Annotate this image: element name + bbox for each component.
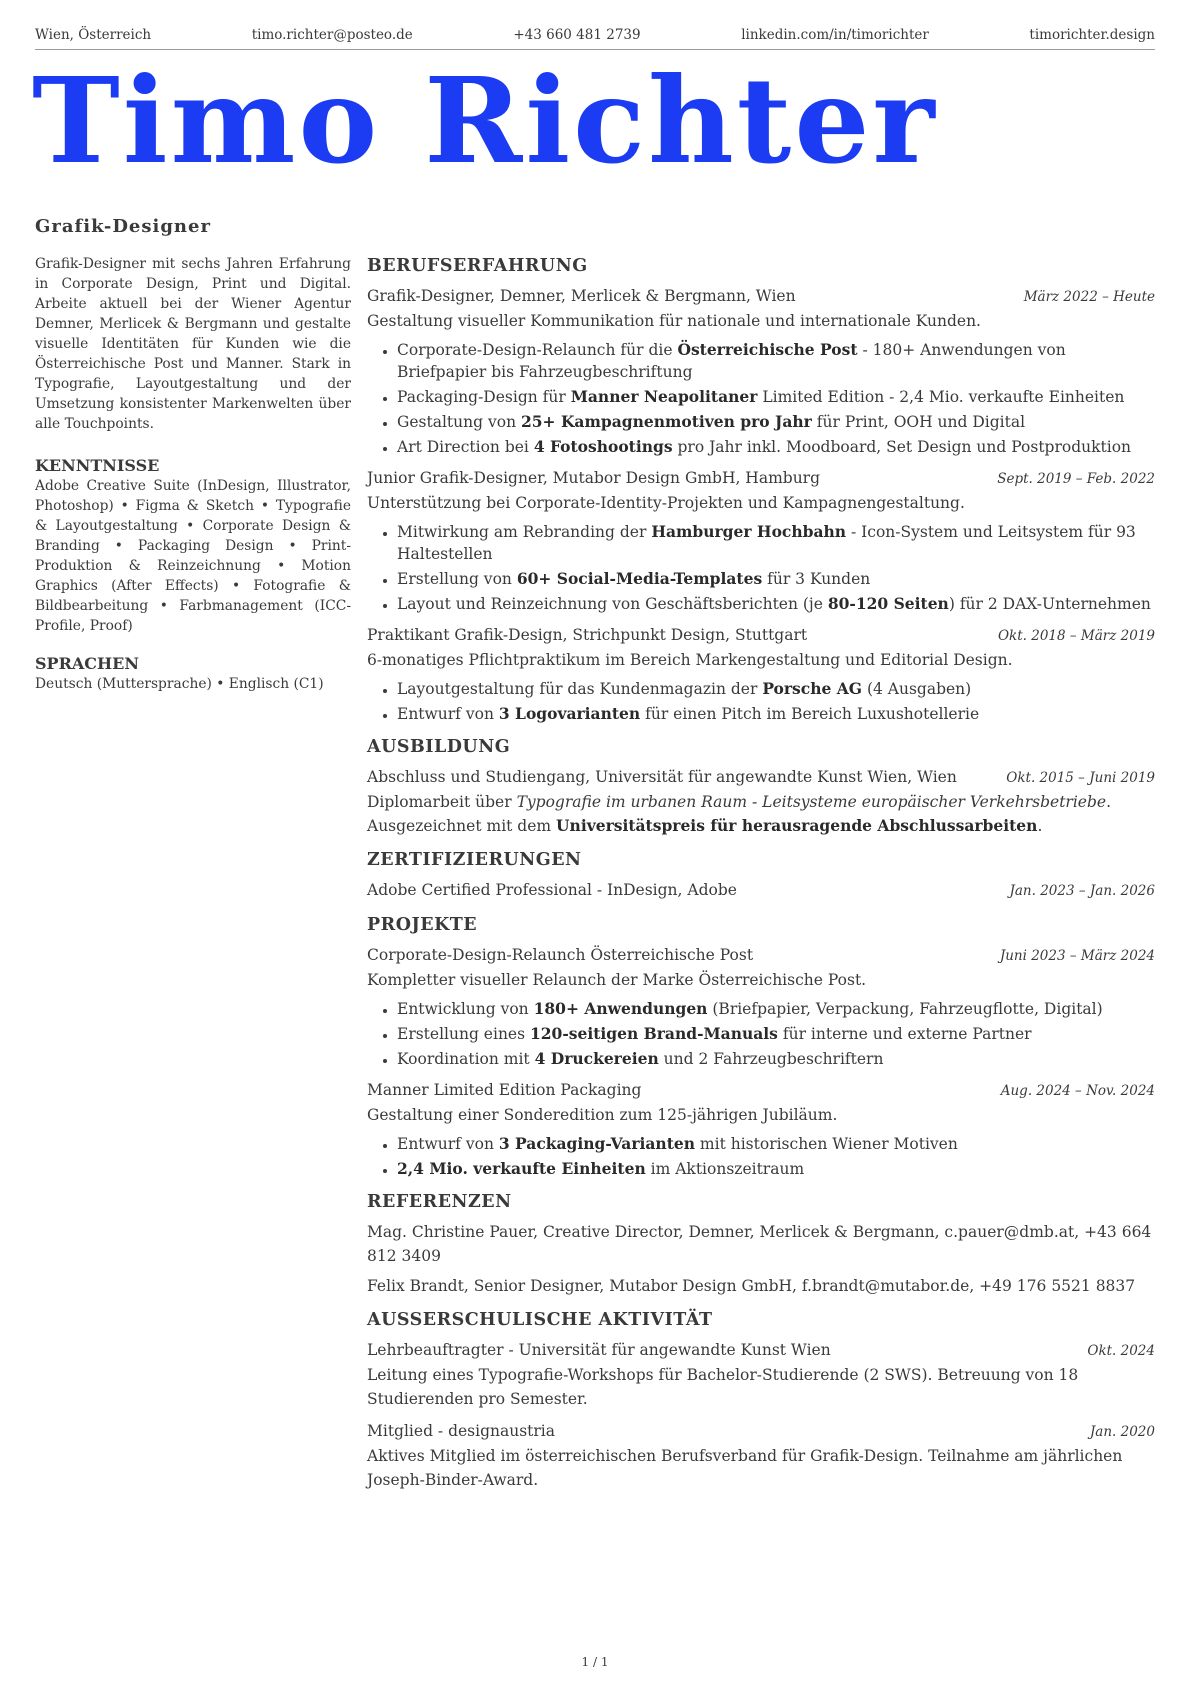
entry-title: Abschluss und Studiengang, Universität für angewandte Kunst Wien, Wien <box>367 768 957 786</box>
projects-list <box>367 943 1155 1180</box>
bullet-item: • Entwurf von 3 Logovarianten für einen Pitch im Bereich Luxushotellerie <box>397 703 1155 725</box>
bullet-highlight: 3 Packaging-Varianten <box>498 1134 695 1153</box>
bullet-item: • Erstellung eines 120-seitigen Brand-Manuals für interne und externe Partner <box>397 1023 1155 1045</box>
phone-text: +43 660 481 2739 <box>513 27 641 43</box>
education-heading: AUSBILDUNG <box>367 737 511 757</box>
bullet-highlight: 180+ Anwendungen <box>533 999 708 1018</box>
entry-date: Okt. 2018 – März 2019 <box>997 628 1155 644</box>
entry-title: Corporate-Design-Relaunch Österreichische Post <box>367 946 754 964</box>
entry-date: Juni 2023 – März 2024 <box>999 948 1155 964</box>
entry-head <box>367 878 1155 903</box>
bullet-item: • Mitwirkung am Rebranding der Hamburger Hochbahn - Icon-System und Leitsystem für 93 Haltestellen <box>397 521 1155 565</box>
bullet-highlight: 3 Logovarianten <box>498 704 641 723</box>
bullet-item: • Erstellung von 60+ Social-Media-Templates für 3 Kunden <box>397 568 1155 590</box>
entry <box>367 623 1155 725</box>
email-link[interactable]: timo.richter@posteo.de <box>251 27 413 43</box>
linkedin-link[interactable]: linkedin.com/in/timorichter <box>741 27 929 43</box>
bullet-highlight: 60+ Social-Media-Templates <box>516 569 763 588</box>
activities-section <box>367 1308 1155 1492</box>
contact-bar <box>35 27 1155 50</box>
bullet-item: • Layout und Reinzeichnung von Geschäftsberichten (je 80-120 Seiten) für 2 DAX-Unternehmen <box>397 593 1155 615</box>
entry-description: Kompletter visueller Relaunch der Marke Österreichische Post. <box>367 971 867 989</box>
entry <box>367 1419 1155 1492</box>
entry-description: Gestaltung einer Sonderedition zum 125-jährigen Jubiläum. <box>367 1106 838 1124</box>
entry-description: Aktives Mitglied im österreichischen Berufsverband für Grafik-Design. Teilnahme am jährlichen Joseph-Binder-Award. <box>367 1447 1123 1489</box>
thesis-title: Typografie im urbanen Raum - Leitsysteme europäischer Verkehrsbetriebe <box>516 793 1107 811</box>
entry-date: Jan. 2020 <box>1089 1424 1155 1440</box>
reference-item: Felix Brandt, Senior Designer, Mutabor Design GmbH, f.brandt@mutabor.de, +49 176 5521 8837 <box>367 1277 1136 1295</box>
experience-list <box>367 284 1155 725</box>
entry-date: Okt. 2024 <box>1087 1343 1155 1359</box>
desc-pre: Diplomarbeit über <box>367 793 517 811</box>
bullet-list <box>367 339 1155 458</box>
entry-description: Leitung eines Typografie-Workshops für Bachelor-Studierende (2 SWS). Betreuung von 18 Studierenden pro Semester. <box>367 1366 1079 1408</box>
location-text: Wien, Österreich <box>35 27 152 43</box>
experience-section <box>367 254 1155 725</box>
award-name: Universitätspreis für herausragende Abschlussarbeiten <box>556 816 1038 835</box>
bullet-highlight: 120-seitigen Brand-Manuals <box>529 1024 778 1043</box>
entry-date: Sept. 2019 – Feb. 2022 <box>997 471 1155 487</box>
website-link[interactable]: timorichter.design <box>1029 27 1155 43</box>
bullet-item: • Entwurf von 3 Packaging-Varianten mit historischen Wiener Motiven <box>397 1133 1155 1155</box>
projects-section <box>367 913 1155 1180</box>
entry <box>367 943 1155 1070</box>
bullet-item: • Layoutgestaltung für das Kundenmagazin der Porsche AG (4 Ausgaben) <box>397 678 1155 700</box>
certifications-heading: ZERTIFIZIERUNGEN <box>367 850 582 870</box>
bullet-highlight: Österreichische Post <box>677 340 858 359</box>
entry-date: Jan. 2023 – Jan. 2026 <box>1009 883 1155 899</box>
education-entry <box>367 765 1155 838</box>
bullet-item: • Entwicklung von 180+ Anwendungen (Briefpapier, Verpackung, Fahrzeugflotte, Digital) <box>397 998 1155 1020</box>
bullet-item: • 2,4 Mio. verkaufte Einheiten im Aktionszeitraum <box>397 1158 1155 1180</box>
entry-title: Adobe Certified Professional - InDesign, Adobe <box>367 881 737 899</box>
entry-title: Grafik-Designer, Demner, Merlicek & Bergmann, Wien <box>367 287 796 305</box>
bullet-item: • Gestaltung von 25+ Kampagnenmotiven pro Jahr für Print, OOH und Digital <box>397 411 1155 433</box>
activities-list <box>367 1338 1155 1492</box>
entry-description: 6-monatiges Pflichtpraktikum im Bereich Markengestaltung und Editorial Design. <box>367 651 1013 669</box>
entry-date: Aug. 2024 – Nov. 2024 <box>1000 1083 1155 1099</box>
entry <box>367 466 1155 615</box>
bullet-highlight: Porsche AG <box>762 679 863 698</box>
skills-text: Adobe Creative Suite (InDesign, Illustrator, Photoshop) • Figma & Sketch • Typografie & Layoutgestaltung • Corporate Design & Branding • Packaging Design • Print-Produktion & Reinzeichnung • Motion Graphics (After Effects) • Fotografie & Bildbearbeitung • Farbmanagement (ICC-Profile, Proof) <box>35 478 351 634</box>
entry-head <box>367 943 1155 968</box>
activities-heading: AUSSERSCHULISCHE AKTIVITÄT <box>367 1310 713 1330</box>
bullet-highlight: 4 Fotoshootings <box>533 437 673 456</box>
bullet-highlight: 80-120 Seiten <box>827 594 949 613</box>
entry-title: Junior Grafik-Designer, Mutabor Design GmbH, Hamburg <box>367 469 821 487</box>
experience-heading: BERUFSERFAHRUNG <box>367 256 588 276</box>
references-list <box>367 1220 1155 1298</box>
entry-date: Okt. 2015 – Juni 2019 <box>1006 770 1155 786</box>
entry-head <box>367 284 1155 309</box>
entry-head <box>367 765 1155 790</box>
entry-head <box>367 1338 1155 1363</box>
entry-description <box>367 790 1155 838</box>
entry-title: Praktikant Grafik-Design, Strichpunkt Design, Stuttgart <box>367 626 808 644</box>
job-title: Grafik-Designer <box>35 216 211 237</box>
entry-title: Lehrbeauftragter - Universität für angewandte Kunst Wien <box>367 1341 831 1359</box>
bullet-item: • Packaging-Design für Manner Neapolitaner Limited Edition - 2,4 Mio. verkaufte Einheiten <box>397 386 1155 408</box>
projects-heading: PROJEKTE <box>367 915 478 935</box>
desc-post: . <box>1037 817 1043 835</box>
certification-entry <box>367 878 1155 903</box>
summary-text: Grafik-Designer mit sechs Jahren Erfahrung in Corporate Design, Print und Digital. Arbeite aktuell bei der Wiener Agentur Demner, Merlicek & Bergmann und gestalte visuelle Identitäten für Kunden wie die Österreichische Post und Manner. Stark in Typografie, Layoutgestaltung und der Umsetzung konsistenter Markenwelten über alle Touchpoints. <box>35 256 351 432</box>
entry <box>367 284 1155 458</box>
entry-title: Manner Limited Edition Packaging <box>367 1081 642 1099</box>
bullet-highlight: 2,4 Mio. verkaufte Einheiten <box>397 1159 646 1178</box>
bullet-highlight: Manner Neapolitaner <box>570 387 758 406</box>
languages-text: Deutsch (Muttersprache) • Englisch (C1) <box>35 676 324 692</box>
bullet-list <box>367 1133 1155 1180</box>
bullet-item: • Koordination mit 4 Druckereien und 2 Fahrzeugbeschriftern <box>397 1048 1155 1070</box>
candidate-name: Timo Richter <box>32 51 938 190</box>
references-heading: REFERENZEN <box>367 1192 512 1212</box>
entry-head <box>367 623 1155 648</box>
entry-description: Unterstützung bei Corporate-Identity-Projekten und Kampagnengestaltung. <box>367 494 965 512</box>
certifications-section <box>367 848 1155 903</box>
entry-date: März 2022 – Heute <box>1023 289 1155 305</box>
bullet-list <box>367 678 1155 725</box>
entry-head <box>367 1078 1155 1103</box>
entry-title: Mitglied - designaustria <box>367 1422 556 1440</box>
education-section <box>367 735 1155 838</box>
main-column <box>367 254 1155 1502</box>
skills-heading: KENNTNISSE <box>35 456 160 475</box>
entry <box>367 1338 1155 1411</box>
bullet-item: • Corporate-Design-Relaunch für die Österreichische Post - 180+ Anwendungen von Briefpapier bis Fahrzeugbeschriftung <box>397 339 1155 383</box>
bullet-highlight: Hamburger Hochbahn <box>651 522 847 541</box>
entry <box>367 1078 1155 1180</box>
bullet-item: • Art Direction bei 4 Fotoshootings pro Jahr inkl. Moodboard, Set Design und Postproduktion <box>397 436 1155 458</box>
bullet-highlight: 25+ Kampagnenmotiven pro Jahr <box>520 412 812 431</box>
languages-heading: SPRACHEN <box>35 654 139 673</box>
bullet-list <box>367 998 1155 1070</box>
page-number: 1 / 1 <box>581 1655 609 1669</box>
reference-item: Mag. Christine Pauer, Creative Director, Demner, Merlicek & Bergmann, c.pauer@dmb.at, +43 664 812 3409 <box>367 1223 1152 1265</box>
entry-description: Gestaltung visueller Kommunikation für nationale und internationale Kunden. <box>367 312 981 330</box>
bullet-highlight: 4 Druckereien <box>534 1049 659 1068</box>
desc-mid: . Ausgezeichnet mit dem <box>367 793 1111 835</box>
references-section <box>367 1190 1155 1298</box>
sidebar <box>35 254 351 694</box>
entry-head <box>367 1419 1155 1444</box>
bullet-list <box>367 521 1155 615</box>
entry-head <box>367 466 1155 491</box>
